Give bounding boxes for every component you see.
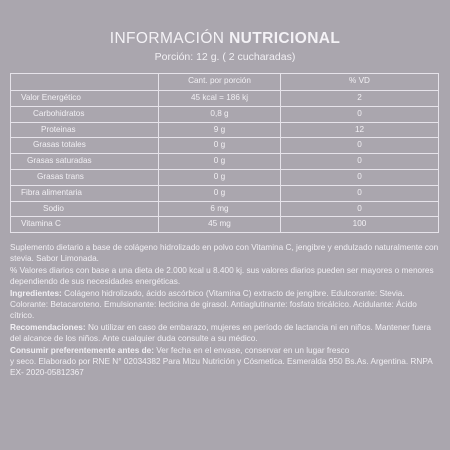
nutrient-amount: 0,8 g [159,107,281,122]
nutrient-vd: 0 [357,108,362,118]
nutrient-name: Proteinas [11,123,159,138]
nutrient-name: Grasas totales [11,138,159,153]
nutrient-name: Grasas trans [11,170,159,185]
manufacturer-text: y seco. Elaborado por RNE N° 02034382 Para Mizu Nutrición y Cósmetica. Esmeralda 950 Bs.As. Argentina. RNPA EX- 2020-05812367 [10,357,433,378]
nutrient-name: Vitamina C [11,217,159,232]
column-header-amount: Cant. por porción [159,74,281,90]
nutrient-amount: 45 kcal = 186 kj [159,91,281,106]
consume-text: Ver fecha en el envase, conservar en un lugar fresco [153,345,350,355]
nutrient-name: Carbohidratos [11,107,159,122]
table-row [11,122,438,138]
column-header-name [11,74,159,90]
nutrient-amount: 0 g [159,138,281,153]
title-bold: NUTRICIONAL [229,30,341,47]
table-row [11,90,438,106]
column-header-vd: % VD [349,76,370,85]
title-light: INFORMACIÓN [109,30,230,47]
table-row [11,185,438,201]
recommendations-paragraph [10,322,442,345]
table-header-row [11,74,438,90]
table-row [11,201,438,217]
table-row [11,137,438,153]
nutrient-name: Valor Energético [11,91,159,106]
nutrition-table [10,73,439,233]
table-row [11,216,438,232]
nutrient-name: Grasas saturadas [11,154,159,169]
nutrient-amount: 9 g [159,123,281,138]
nutrient-vd: 100 [352,219,367,229]
nutrient-vd: 2 [357,93,362,102]
table-row [11,169,438,185]
recommendations-label: Recomendaciones: [10,322,86,332]
ingredients-paragraph [10,288,442,322]
nutrient-vd: 0 [357,203,362,213]
nutrient-vd: 0 [357,140,362,150]
nutrient-amount: 6 mg [159,202,281,217]
nutrient-name: Fibra alimentaria [11,186,159,201]
nutrient-amount: 0 g [159,186,281,201]
nutrient-name: Sodio [11,202,159,217]
label-description [10,242,442,379]
label-title [0,30,450,48]
ingredients-label: Ingredientes: [10,288,62,298]
ingredients-text: Colágeno hidrolizado, ácido ascórbico (Vitamina C) extracto de jengibre. Edulcorante: Stevia. Colorante: Betacaroteno. Emulsionante: lecticina de girasol. Antiaglutinante: fosfato tricálcico. Acidulante: Ácido cítrico. [10,288,417,321]
nutrient-vd: 12 [354,124,365,134]
nutrient-vd: 0 [357,171,362,181]
nutrient-vd: 0 [357,156,362,166]
table-row [11,153,438,169]
nutrient-amount: 45 mg [159,217,281,232]
portion-text: Porción: 12 g. ( 2 cucharadas) [154,51,296,63]
nutrient-amount: 0 g [159,170,281,185]
nutrient-vd: 0 [357,187,362,197]
nutrient-amount: 0 g [159,154,281,169]
recommendations-text: No utilizar en caso de embarazo, mujeres en período de lactancia ni en niños. Mantener fuera del alcance de los niños. Ante cualquier duda consulte a su médico. [10,322,431,344]
table-row [11,106,438,122]
consume-label: Consumir preferentemente antes de: [10,345,154,355]
supplement-description: Suplemento dietario a base de colágeno hidrolizado en polvo con Vitamina C, jengibre y endulzado naturalmente con stevia. Sabor Limonada. [10,243,439,264]
consume-paragraph [10,345,442,356]
daily-values-note: % Valores diarios con base a una dieta de 2.000 kcal u 8.400 kj. sus valores diarios pueden ser mayores o menores dependiendo de sus necesidades energéticas. [10,265,434,287]
